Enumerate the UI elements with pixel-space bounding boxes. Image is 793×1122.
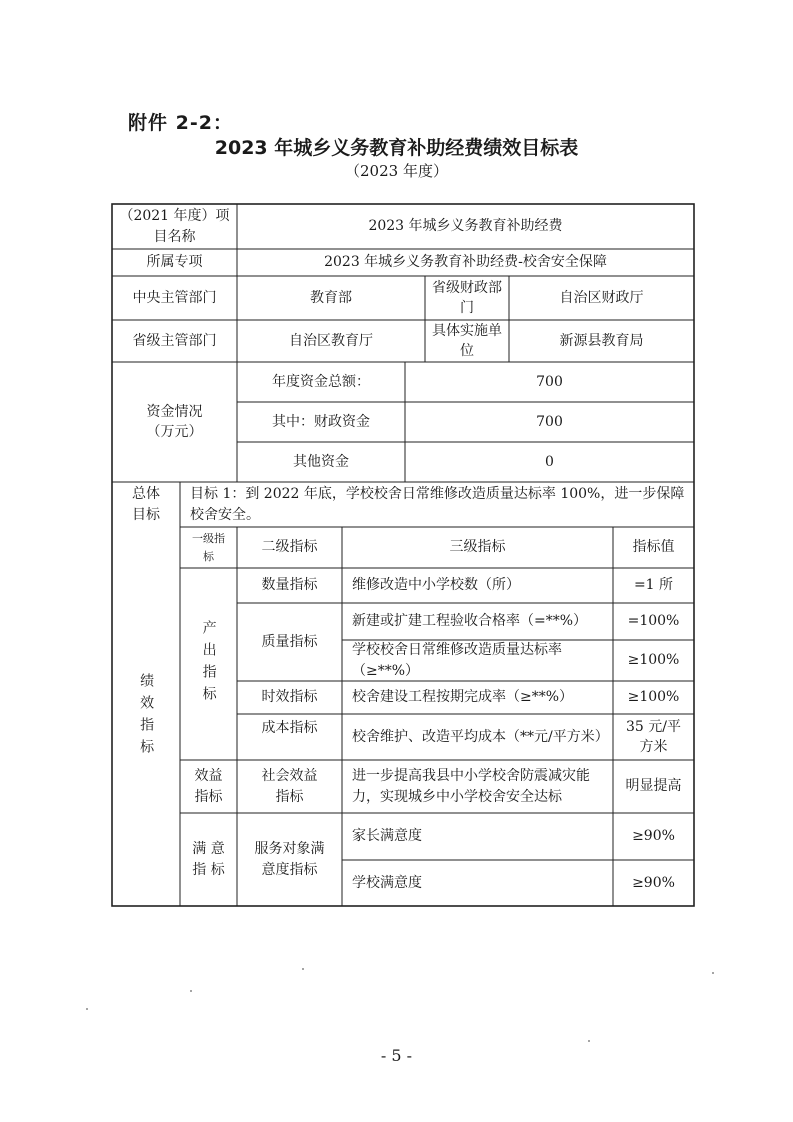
value-row-7: ≥90% <box>632 828 675 845</box>
impl-unit-label: 具体实施单位 <box>432 322 502 359</box>
page-number: - 5 - <box>380 1046 413 1065</box>
level2-cost: 成本指标 <box>261 719 318 736</box>
prov-dept: 自治区教育厅 <box>289 332 373 349</box>
scan-speck <box>86 1008 88 1010</box>
level2-satisfaction: 服务对象满意度指标 <box>254 841 325 878</box>
header-level2: 二级指标 <box>261 539 318 556</box>
level3-row-6: 进一步提高我县中小学校舍防震减灾能力，实现城乡中小学校舍安全达标 <box>352 768 590 805</box>
level2-timeliness: 时效指标 <box>261 689 318 706</box>
benefit-label: 效益指标 <box>194 768 223 805</box>
satisfaction-label: 满 意 指 标 <box>192 841 225 878</box>
scan-speck <box>302 968 304 970</box>
page-title: 2023 年城乡义务教育补助经费绩效目标表 <box>214 137 579 159</box>
level3-row-2: 新建或扩建工程验收合格率（=**%） <box>352 613 588 630</box>
header-level1: 一级指标 <box>192 531 225 563</box>
prov-dept-label: 省级主管部门 <box>132 332 217 349</box>
page-subtitle: （2023 年度） <box>345 162 448 180</box>
special-label: 所属专项 <box>146 254 203 271</box>
scan-speck <box>588 1040 590 1042</box>
central-dept-label: 中央主管部门 <box>132 289 217 306</box>
header-level3: 三级指标 <box>449 539 506 556</box>
level2-quantity: 数量指标 <box>261 577 318 594</box>
value-row-2: =100% <box>627 613 680 630</box>
performance-label: 绩效指标 <box>138 672 155 761</box>
funds-other-label: 其他资金 <box>293 453 349 470</box>
goal-text: 目标 1：到 2022 年底，学校校舍日常维修改造质量达标率 100%，进一步保障校舍安全。 <box>190 486 685 523</box>
level3-row-5: 校舍维护、改造平均成本（**元/平方米） <box>352 728 609 745</box>
value-row-8: ≥90% <box>632 874 675 891</box>
value-row-1: =1 所 <box>633 577 674 594</box>
scan-speck <box>190 990 192 992</box>
funds-fiscal-label: 其中：财政资金 <box>272 413 370 430</box>
central-dept: 教育部 <box>310 289 352 306</box>
value-row-4: ≥100% <box>627 689 680 706</box>
project-name-label: （2021 年度）项目名称 <box>119 208 230 245</box>
special-value: 2023 年城乡义务教育补助经费-校舍安全保障 <box>324 254 607 271</box>
level2-social-benefit: 社会效益指标 <box>261 768 318 805</box>
level3-row-1: 维修改造中小学校数（所） <box>352 577 520 594</box>
project-name: 2023 年城乡义务教育补助经费 <box>368 218 563 235</box>
prov-finance-label: 省级财政部门 <box>432 279 502 316</box>
value-row-3: ≥100% <box>627 652 680 669</box>
scan-speck <box>712 972 714 974</box>
annex-label: 附件 2-2： <box>128 112 233 134</box>
goal-label: 总体目标 <box>132 486 160 523</box>
funds-total-value: 700 <box>536 373 563 390</box>
level3-row-7: 家长满意度 <box>352 828 422 845</box>
funds-other-value: 0 <box>545 453 554 470</box>
prov-finance: 自治区财政厅 <box>559 289 644 306</box>
level3-row-4: 校舍建设工程按期完成率（≥**%） <box>352 689 574 706</box>
funds-label: 资金情况（万元） <box>146 403 203 440</box>
level3-row-8: 学校满意度 <box>352 874 422 891</box>
performance-label-cell <box>112 527 180 906</box>
value-row-6: 明显提高 <box>625 778 682 795</box>
level3-row-3: 学校校舍日常维修改造质量达标率（≥**%） <box>352 642 562 679</box>
value-row-5: 35 元/平方米 <box>626 718 681 755</box>
funds-total-label: 年度资金总额： <box>272 373 370 390</box>
output-label-cell <box>180 568 237 760</box>
impl-unit: 新源县教育局 <box>559 332 644 349</box>
header-value: 指标值 <box>632 539 675 556</box>
output-label: 产出指标 <box>200 620 217 708</box>
funds-fiscal-value: 700 <box>536 413 563 430</box>
level2-quality: 质量指标 <box>261 633 318 650</box>
